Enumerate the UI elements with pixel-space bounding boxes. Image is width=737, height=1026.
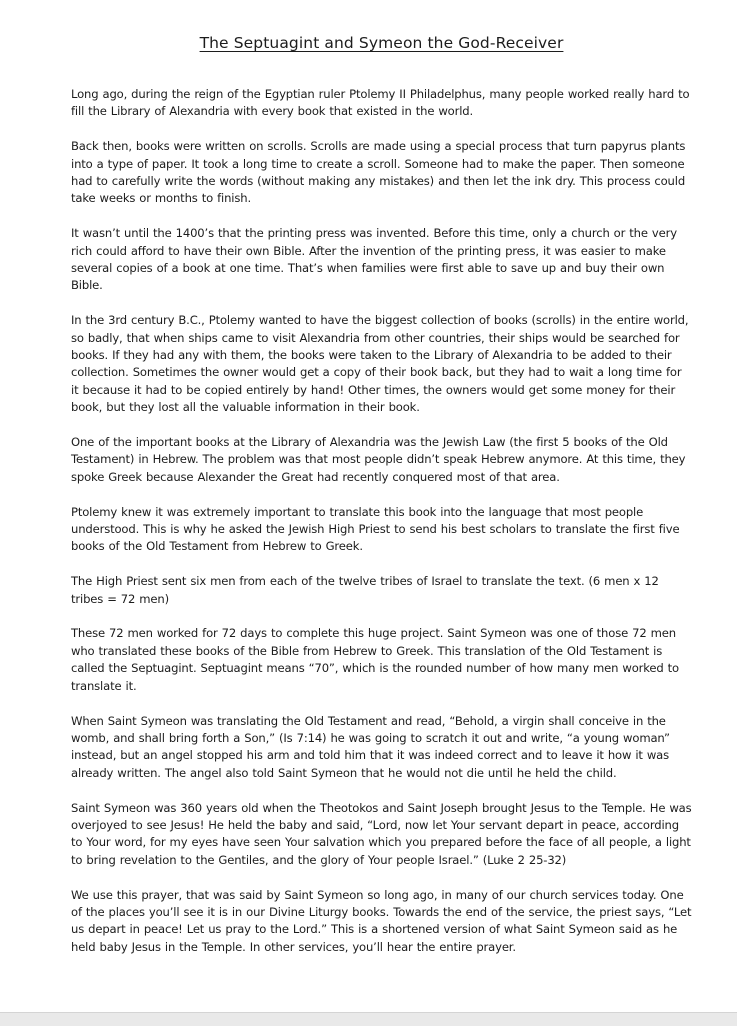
- paragraph-temple: Saint Symeon was 360 years old when the Theotokos and Saint Joseph brought Jesus to the Temple. He was overjoyed to see Jesus! He held the baby and said, “Lord, now let Your servant depart in peace, according to Your word, for my eyes have seen Your salvation which you prepared before the face of all people, a light to bring revelation to the Gentiles, and the glory of Your people Israel.” (Luke 2 25-32): [71, 800, 692, 867]
- paragraph-collection: In the 3rd century B.C., Ptolemy wanted to have the biggest collection of books (scrolls) in the entire world, so badly, that when ships came to visit Alexandria from other countries, their ships would be searched for books. If they had any with them, the books were taken to the Library of Alexandria to be added to their collection. Sometimes the owner would get a copy of their book back, but they had to wait a long time for it because it had to be copied entirely by hand! Other times, the owners would get some money for their book, but they lost all the valuable information in their book.: [71, 313, 689, 415]
- paragraph-translation-request: Ptolemy knew it was extremely important to translate this book into the language that most people understood. This is why he asked the Jewish High Priest to send his best scholars to translate the first five books of the Old Testament from Hebrew to Greek.: [71, 504, 680, 554]
- paragraph-angel: When Saint Symeon was translating the Old Testament and read, “Behold, a virgin shall conceive in the womb, and shall bring forth a Son,” (Is 7:14) he was going to scratch it out and write, “a young woman” instead, but an angel stopped his arm and told him that it was indeed correct and to leave it how it was already written. The angel also told Saint Symeon that he would not die until he held the child.: [71, 713, 670, 780]
- paragraph-high-priest: The High Priest sent six men from each of the twelve tribes of Israel to translate the text. (6 men x 12 tribes = 72 men): [71, 574, 659, 606]
- window-bottom-edge: [0, 1012, 737, 1026]
- paragraph-jewish-law: One of the important books at the Library of Alexandria was the Jewish Law (the first 5 books of the Old Testament) in Hebrew. The problem was that most people didn’t speak Hebrew anymore. At this time, they spoke Greek because Alexander the Great had recently conquered most of that area.: [71, 435, 686, 484]
- paragraph-prayer: We use this prayer, that was said by Saint Symeon so long ago, in many of our church services today. One of the places you’ll see it is in our Divine Liturgy books. Towards the end of the service, the priest says, “Let us depart in peace! Let us pray to the Lord.” This is a shortened version of what Saint Symeon said as he held baby Jesus in the Temple. In other services, you’ll hear the entire prayer.: [71, 887, 692, 954]
- paragraph-printing-press: It wasn’t until the 1400’s that the printing press was invented. Before this time, only a church or the very rich could afford to have their own Bible. After the invention of the printing press, it was easier to make several copies of a book at one time. That’s when families were first able to save up and buy their own Bible.: [71, 226, 677, 293]
- paragraph-library: Long ago, during the reign of the Egyptian ruler Ptolemy II Philadelphus, many people worked really hard to fill the Library of Alexandria with every book that existed in the world.: [71, 87, 690, 119]
- paragraph-septuagint: These 72 men worked for 72 days to complete this huge project. Saint Symeon was one of those 72 men who translated these books of the Bible from Hebrew to Greek. This translation of the Old Testament is called the Septuagint. Septuagint means “70”, which is the rounded number of how many men worked to translate it.: [71, 626, 679, 693]
- document-title: The Septuagint and Symeon the God-Receiver: [199, 34, 564, 52]
- paragraph-scrolls: Back then, books were written on scrolls. Scrolls are made using a special process that turn papyrus plants into a type of paper. It took a long time to create a scroll. Someone had to make the paper. Then someone had to carefully write the words (without making any mistakes) and then let the ink dry. This process could take weeks or months to finish.: [71, 139, 686, 206]
